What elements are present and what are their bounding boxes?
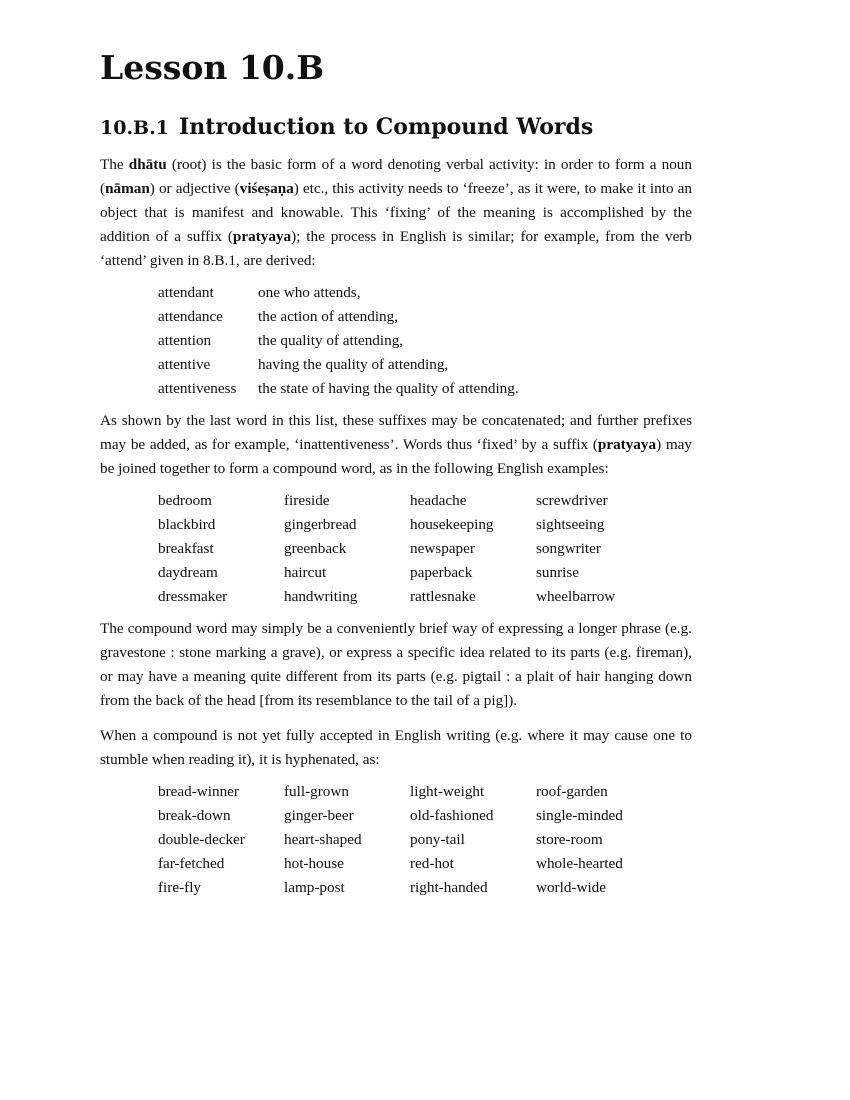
derivation-meaning: the quality of attending, [258,332,404,349]
derivation-row [158,353,692,377]
hyphenated-examples-grid [158,780,692,900]
derivation-row [158,329,692,353]
derivation-meaning: having the quality of attending, [258,356,449,373]
hyphenated-word: single-minded [536,807,623,824]
derivation-meaning: the state of having the quality of attending. [258,380,519,397]
compound-word: songwriter [536,540,601,557]
hyphenated-word: hot-house [284,855,344,872]
text-run: (root) is the basic form of a word denoting verbal activity: in order to form a noun ( [100,156,692,197]
derivation-word: attention [158,332,212,349]
hyphenated-word: full-grown [284,783,349,800]
hyphenated-word: bread-winner [158,783,239,800]
hyphenated-word: far-fetched [158,855,225,872]
compound-word: fireside [284,492,330,509]
compound-word: headache [410,492,467,509]
paragraph-suffixes [100,409,692,481]
derivation-row [158,305,692,329]
derivation-row [158,281,692,305]
derivation-word: attentive [158,356,211,373]
hyphenated-word: lamp-post [284,879,345,896]
compound-word: greenback [284,540,347,557]
compound-word: handwriting [284,588,358,605]
section-title: Introduction to Compound Words [178,114,594,140]
term-naman: nāman [105,180,150,197]
compound-word: housekeeping [410,516,494,533]
text-run: The [100,156,129,173]
term-pratyaya: pratyaya [597,436,657,453]
term-pratyaya: pratyaya [232,228,292,245]
derivation-list [158,281,692,401]
section-number: 10.B.1 [100,117,169,139]
compound-word: haircut [284,564,327,581]
hyphenated-word: right-handed [410,879,488,896]
hyphenated-word: break-down [158,807,231,824]
text-run: ); the process in English is similar; for example, from the verb ‘attend’ given in 8.B.1, are derived: [100,228,692,269]
compound-word: wheelbarrow [536,588,616,605]
compound-word: rattlesnake [410,588,476,605]
compound-word: sightseeing [536,516,605,533]
paragraph-hyphenation: When a compound is not yet fully accepted in English writing (e.g. where it may cause one to stumble when reading it), it is hyphenated, as: [100,727,692,768]
lesson-title: Lesson 10.B [100,48,325,87]
paragraph-intro [100,153,692,273]
derivation-word: attendance [158,308,223,325]
hyphenated-word: double-decker [158,831,245,848]
term-visesana: viśeṣaṇa [239,180,294,197]
text-run: ) etc., this activity needs to ‘freeze’, as it were, to make it into an object that is manifest and knowable. This ‘fixing’ of the meaning is accomplished by the addition of a suffix ( [100,180,693,245]
hyphenated-word: old-fashioned [410,807,494,824]
text-run: As shown by the last word in this list, these suffixes may be concatenated; and further prefixes may be added, as for example, ‘inattentiveness’. Words thus ‘fixed’ by a suffix ( [100,412,692,453]
hyphenated-word: heart-shaped [284,831,362,848]
derivation-meaning: the action of attending, [258,308,399,325]
hyphenated-word: fire-fly [158,879,202,896]
hyphenated-word: whole-hearted [536,855,623,872]
compound-word: breakfast [158,540,214,557]
hyphenated-word: roof-garden [536,783,608,800]
compound-word: screwdriver [536,492,608,509]
derivation-row [158,377,692,401]
compound-word: gingerbread [284,516,357,533]
compound-word: daydream [158,564,218,581]
hyphenated-word: light-weight [410,783,485,800]
hyphenated-word: store-room [536,831,603,848]
derivation-meaning: one who attends, [258,284,361,301]
section-heading [100,112,692,143]
hyphenated-word: red-hot [410,855,454,872]
derivation-word: attentiveness [158,380,237,397]
document-page [100,48,692,908]
text-run: ) may be joined together to form a compound word, as in the following English examples: [100,436,692,477]
paragraph-compound-meaning: The compound word may simply be a conveniently brief way of expressing a longer phrase (e.g. gravestone : stone marking a grave), or express a specific idea related to its parts (e.g. fireman), or may have a meaning quite different from its parts (e.g. pigtail : a plait of hair hanging down from the back of the head [from its resemblance to the tail of a pig]). [100,620,692,709]
compound-word: paperback [410,564,473,581]
compound-word: blackbird [158,516,216,533]
compound-examples-grid [158,489,692,609]
compound-word: bedroom [158,492,212,509]
hyphenated-word: ginger-beer [284,807,354,824]
hyphenated-word: world-wide [536,879,607,896]
hyphenated-word: pony-tail [410,831,465,848]
compound-word: dressmaker [158,588,228,605]
compound-word: newspaper [410,540,475,557]
compound-word: sunrise [536,564,580,581]
derivation-word: attendant [158,284,214,301]
term-dhatu: dhātu [128,156,167,173]
text-run: ) or adjective ( [149,180,240,197]
